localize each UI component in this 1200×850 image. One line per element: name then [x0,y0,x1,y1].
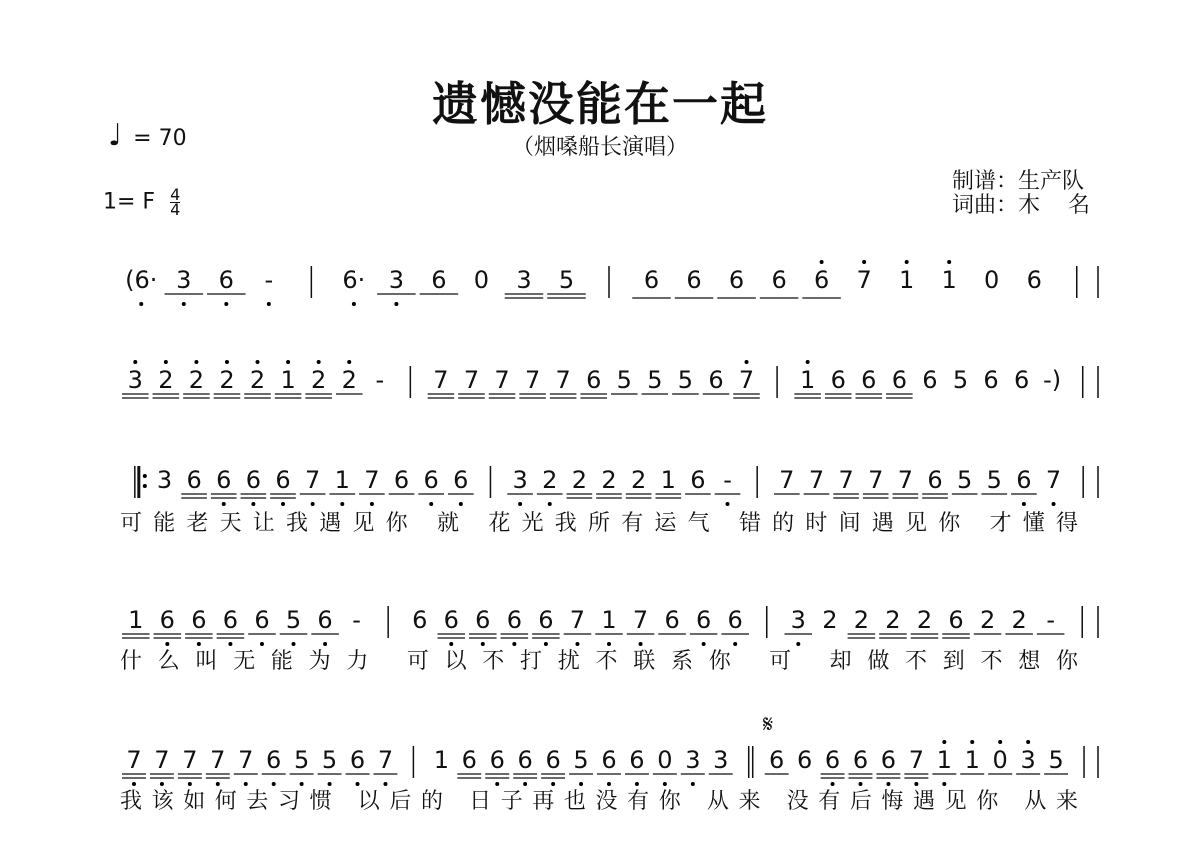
note-token: -) [1043,366,1062,394]
note-token: 6 [922,366,938,394]
low-octave-dot [182,302,186,306]
note-token: 6 [686,266,702,294]
low-octave-dot [311,502,315,506]
song-subtitle: （烟嗓船长演唱） [511,135,688,160]
note-token: 3 [388,266,405,294]
note-token: 5 [293,746,310,774]
high-octave-dot [820,260,824,264]
high-octave-dot [905,260,909,264]
note-token: 2 [219,366,235,394]
note-token: 7 [868,466,884,494]
low-octave-dot [370,502,374,506]
note-token: 6 [517,746,533,774]
note-token: 7 [238,746,254,774]
high-octave-dot [347,360,351,364]
note-token: 6 [475,606,491,634]
note-token: 6 [927,466,943,494]
note-token: 7 [210,746,226,774]
note-token: 5 [1048,746,1064,774]
note-token: 6 [222,606,239,634]
low-octave-dot [300,782,304,786]
note-token: 6 [1013,366,1030,394]
low-octave-dot [260,642,264,646]
note-token: 2 [601,466,617,494]
segno-icon: 𝄋 [762,710,774,738]
note-token: 6 [861,366,877,394]
note-token: 6 [412,606,428,634]
note-token: 6 [191,606,207,634]
note-token: 7 [433,366,449,394]
note-token: 2 [158,366,174,394]
note-token: 1 [800,366,816,394]
low-octave-dot [188,782,192,786]
note-token: 6 [1016,466,1032,494]
note-token: 7 [838,466,854,494]
note-token: 3 [512,466,528,494]
note-token: 6 [218,266,234,294]
low-octave-dot [1052,502,1056,506]
note-token: 2 [853,606,870,634]
note-token: 6 [349,746,366,774]
note-token: 2 [916,606,933,634]
key-label: 1= F [103,189,156,215]
note-token: 6 [727,606,743,634]
low-octave-dot [352,302,356,306]
note-token: 2 [630,466,647,494]
note-token: 6 [545,746,561,774]
note-token: - [264,266,274,294]
note-token: 6 [708,366,724,394]
note-token: 2 [542,466,558,494]
note-token: 6 [796,746,813,774]
low-octave-dot [132,782,136,786]
low-octave-dot [914,782,918,786]
low-octave-dot [607,782,611,786]
note-token: 6 [1026,266,1042,294]
note-token: 7 [463,366,480,394]
note-token: 6 [453,466,469,494]
note-token: 7 [182,746,198,774]
note-token: 0 [992,746,1008,774]
high-octave-dot [998,740,1002,744]
note-token: 6 [317,606,333,634]
note-token: 6 [443,606,459,634]
low-octave-dot [383,782,387,786]
low-octave-dot [328,782,332,786]
note-token: 2 [885,606,901,634]
note-token: 5 [573,746,589,774]
note-token: 6 [216,466,232,494]
low-octave-dot [544,642,548,646]
low-octave-dot [1022,502,1026,506]
high-octave-dot [947,260,951,264]
high-octave-dot [970,740,974,744]
note-token: 6 [629,746,645,774]
note-token: 7 [808,466,825,494]
note-token: 7 [377,746,394,774]
note-token: 6 [771,266,787,294]
note-token: 6 [266,746,282,774]
note-token: 6 [830,366,846,394]
note-token: 7 [524,366,541,394]
note-token: 3 [790,606,806,634]
low-octave-dot [459,502,463,506]
note-token: 7 [126,746,142,774]
high-octave-dot [317,360,321,364]
note-token: 7 [555,366,571,394]
note-token: 2 [188,366,205,394]
note-token: 7 [364,466,380,494]
low-octave-dot [733,642,737,646]
low-octave-dot [197,642,201,646]
repeat-dot [143,484,147,488]
note-token: 3 [516,266,532,294]
low-octave-dot [340,502,344,506]
note-token: 1 [936,746,952,774]
low-octave-dot [244,782,248,786]
low-octave-dot [323,642,327,646]
low-octave-dot [575,642,579,646]
repeat-dot [143,474,147,478]
high-octave-dot [164,360,168,364]
note-token: 6 [891,366,907,394]
high-octave-dot [133,360,137,364]
note-token: 6· [342,266,366,294]
note-token: 1 [899,266,915,294]
note-token: 0 [984,266,1000,294]
note-token: 5 [956,466,973,494]
note-token: 2 [341,366,357,394]
note-token: 3 [127,366,143,394]
note-token: 1 [601,606,617,634]
note-token: 6 [431,266,447,294]
note-token: 2 [1011,606,1027,634]
note-token: 6 [880,746,897,774]
low-octave-dot [518,502,522,506]
note-token: 2 [979,606,996,634]
note-token: - [375,366,385,394]
high-octave-dot [286,360,290,364]
note-token: 5 [677,366,694,394]
note-token: 6 [728,266,745,294]
low-octave-dot [886,782,890,786]
lyric-line: 我该如何去习惯 以后的 日子再也没有你 从来 没有后悔遇见你 从来 [120,789,1078,814]
note-token: 1 [433,746,449,774]
low-octave-dot [796,642,800,646]
note-token: 5 [321,746,338,774]
high-octave-dot [225,360,229,364]
note-token: 6 [538,606,554,634]
note-token: 2 [571,466,588,494]
note-token: - [723,466,732,494]
note-token: 6 [423,466,439,494]
high-octave-dot [942,740,946,744]
tempo-value: = 70 [133,126,187,151]
note-token: 3 [685,746,701,774]
note-token: (6· [125,266,158,294]
note-token: - [352,606,361,634]
note-token: 6 [690,466,706,494]
note-token: 3 [1020,746,1036,774]
low-octave-dot [224,302,228,306]
low-octave-dot [356,782,360,786]
low-octave-dot [481,642,485,646]
low-octave-dot [251,502,255,506]
note-token: 5 [952,366,969,394]
note-token: 3 [156,466,173,494]
note-token: 2 [822,606,838,634]
note-token: 7 [632,606,649,634]
low-octave-dot [394,302,398,306]
low-octave-dot [495,782,499,786]
low-octave-dot [165,642,169,646]
note-token: 7 [569,606,586,634]
note-token: 5 [986,466,1002,494]
low-octave-dot [702,642,706,646]
note-token: 6 [586,366,602,394]
note-token: 6 [948,606,964,634]
note-token: 6 [245,466,262,494]
low-octave-dot [292,642,296,646]
note-token: 6 [254,606,270,634]
note-token: 6 [852,746,869,774]
low-octave-dot [228,642,232,646]
note-token: 7 [304,466,321,494]
song-title: 遗憾没能在一起 [432,77,768,131]
low-octave-dot [858,782,862,786]
low-octave-dot [267,302,271,306]
note-token: 6 [393,466,410,494]
low-octave-dot [512,642,516,646]
note-token: 0 [657,746,673,774]
note-token: 1 [280,366,296,394]
note-token: 7 [856,266,872,294]
low-octave-dot [272,782,276,786]
note-token: 0 [473,266,490,294]
note-token: 1 [941,266,957,294]
low-octave-dot [548,502,552,506]
credit-composer: 词曲：木 名 [952,193,1090,218]
note-token: 5 [616,366,632,394]
note-token: 7 [738,366,755,394]
note-token: 7 [154,746,170,774]
low-octave-dot [607,642,611,646]
low-octave-dot [449,642,453,646]
low-octave-dot [216,782,220,786]
note-token: 6 [461,746,477,774]
note-token: 6 [489,746,505,774]
note-token: 6 [983,366,999,394]
note-token: 2 [249,366,266,394]
note-token: 7 [779,466,795,494]
lyric-line: 什么叫无能为力 可以不打扰不联系你 可 却做不到不想你 [120,649,1078,674]
note-token: 1 [964,746,980,774]
note-token: 6 [275,466,291,494]
high-octave-dot [745,360,749,364]
note-token: 6 [813,266,830,294]
high-octave-dot [862,260,866,264]
note-token: 6 [643,266,660,294]
note-token: 6 [769,746,785,774]
note-token: 6 [664,606,680,634]
note-token: - [1046,606,1056,634]
low-octave-dot [663,782,667,786]
low-octave-dot [139,302,143,306]
note-token: 6 [186,466,202,494]
low-octave-dot [523,782,527,786]
note-token: 6 [601,746,617,774]
low-octave-dot [639,642,643,646]
low-octave-dot [831,782,835,786]
note-token: 7 [897,466,914,494]
note-token: 5 [285,606,302,634]
high-octave-dot [194,360,198,364]
note-token: 1 [128,606,144,634]
low-octave-dot [579,782,583,786]
low-octave-dot [726,502,730,506]
low-octave-dot [551,782,555,786]
note-token: 6 [824,746,841,774]
high-octave-dot [256,360,260,364]
note-token: 7 [1045,466,1062,494]
low-octave-dot [942,782,946,786]
note-token: 3 [176,266,192,294]
time-top: 4 [170,185,181,204]
note-token: 6 [696,606,712,634]
lyric-line: 可能老天让我遇见你 就 花光我所有运气 错的时间遇见你 才懂得 [120,511,1079,536]
note-token: 6 [159,606,175,634]
quarter-note-icon: ♩ [108,118,123,153]
low-octave-dot [160,782,164,786]
low-octave-dot [222,502,226,506]
low-octave-dot [635,782,639,786]
low-octave-dot [429,502,433,506]
note-token: 3 [713,746,729,774]
high-octave-dot [1026,740,1030,744]
note-token: 6 [506,606,522,634]
note-token: 7 [908,746,925,774]
credit-arranger: 制谱：生产队 [952,169,1085,194]
note-token: 5 [647,366,663,394]
high-octave-dot [806,360,810,364]
note-token: 7 [494,366,510,394]
time-bottom: 4 [170,200,181,219]
note-token: 1 [660,466,676,494]
low-octave-dot [691,782,695,786]
low-octave-dot [281,502,285,506]
note-token: 5 [558,266,575,294]
note-token: 2 [311,366,327,394]
note-token: 1 [334,466,350,494]
